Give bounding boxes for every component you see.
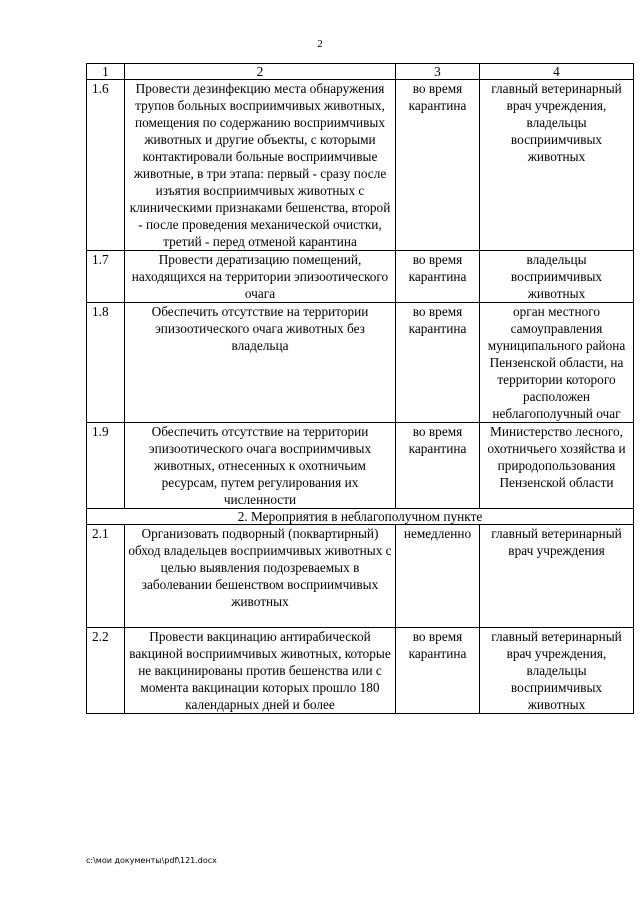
footer-file-path: c:\мои документы\pdf\121.docx bbox=[86, 856, 217, 865]
table-row bbox=[87, 80, 634, 251]
row-responsible: владельцы восприимчивых животных bbox=[480, 251, 634, 303]
row-term: во время карантина bbox=[396, 80, 480, 251]
row-number: 2.2 bbox=[87, 628, 125, 714]
section-row bbox=[87, 509, 634, 525]
column-header-4: 4 bbox=[480, 64, 634, 80]
row-number: 1.9 bbox=[87, 423, 125, 509]
row-responsible: главный ветеринарный врач учреждения bbox=[480, 525, 634, 628]
page-number: 2 bbox=[317, 38, 323, 50]
row-action: Обеспечить отсутствие на территории эпизоотического очага восприимчивых животных, отнесенных к охотничьим ресурсам, путем регулирования их численности bbox=[125, 423, 396, 509]
row-number: 1.8 bbox=[87, 303, 125, 423]
row-action: Провести дератизацию помещений, находящихся на территории эпизоотического очага bbox=[125, 251, 396, 303]
table-row bbox=[87, 251, 634, 303]
column-header-2: 2 bbox=[125, 64, 396, 80]
row-action: Обеспечить отсутствие на территории эпизоотического очага животных без владельца bbox=[125, 303, 396, 423]
column-header-1: 1 bbox=[87, 64, 125, 80]
row-responsible: главный ветеринарный врач учреждения, владельцы восприимчивых животных bbox=[480, 628, 634, 714]
table-row bbox=[87, 628, 634, 714]
section-title: 2. Мероприятия в неблагополучном пункте bbox=[87, 509, 634, 525]
table-row bbox=[87, 525, 634, 628]
row-responsible: Министерство лесного, охотничьего хозяйства и природопользования Пензенской области bbox=[480, 423, 634, 509]
row-action: Провести дезинфекцию места обнаружения трупов больных восприимчивых животных, помещения по содержанию восприимчивых животных и другие объекты, с которыми контактировали больные восприимчивые животные, в три этапа: первый - сразу после изъятия восприимчивых животных с клиническими признаками бешенства, второй - после проведения механической очистки, третий - перед отменой карантина bbox=[125, 80, 396, 251]
column-header-3: 3 bbox=[396, 64, 480, 80]
row-term: во время карантина bbox=[396, 251, 480, 303]
row-term: во время карантина bbox=[396, 628, 480, 714]
row-number: 1.6 bbox=[87, 80, 125, 251]
row-action: Провести вакцинацию антирабической вакциной восприимчивых животных, которые не вакцинированы против бешенства или с момента вакцинации которых прошло 180 календарных дней и более bbox=[125, 628, 396, 714]
row-number: 1.7 bbox=[87, 251, 125, 303]
row-responsible: главный ветеринарный врач учреждения, владельцы восприимчивых животных bbox=[480, 80, 634, 251]
row-term: во время карантина bbox=[396, 423, 480, 509]
table-row bbox=[87, 303, 634, 423]
row-responsible: орган местного самоуправления муниципального района Пензенской области, на территории которого расположен неблагополучный очаг bbox=[480, 303, 634, 423]
row-term: во время карантина bbox=[396, 303, 480, 423]
row-term: немедленно bbox=[396, 525, 480, 628]
table-row bbox=[87, 423, 634, 509]
row-number: 2.1 bbox=[87, 525, 125, 628]
table-header-row bbox=[87, 64, 634, 80]
row-action: Организовать подворный (поквартирный) обход владельцев восприимчивых животных с целью выявления подозреваемых в заболевании бешенством восприимчивых животных bbox=[125, 525, 396, 628]
measures-table bbox=[86, 63, 634, 714]
